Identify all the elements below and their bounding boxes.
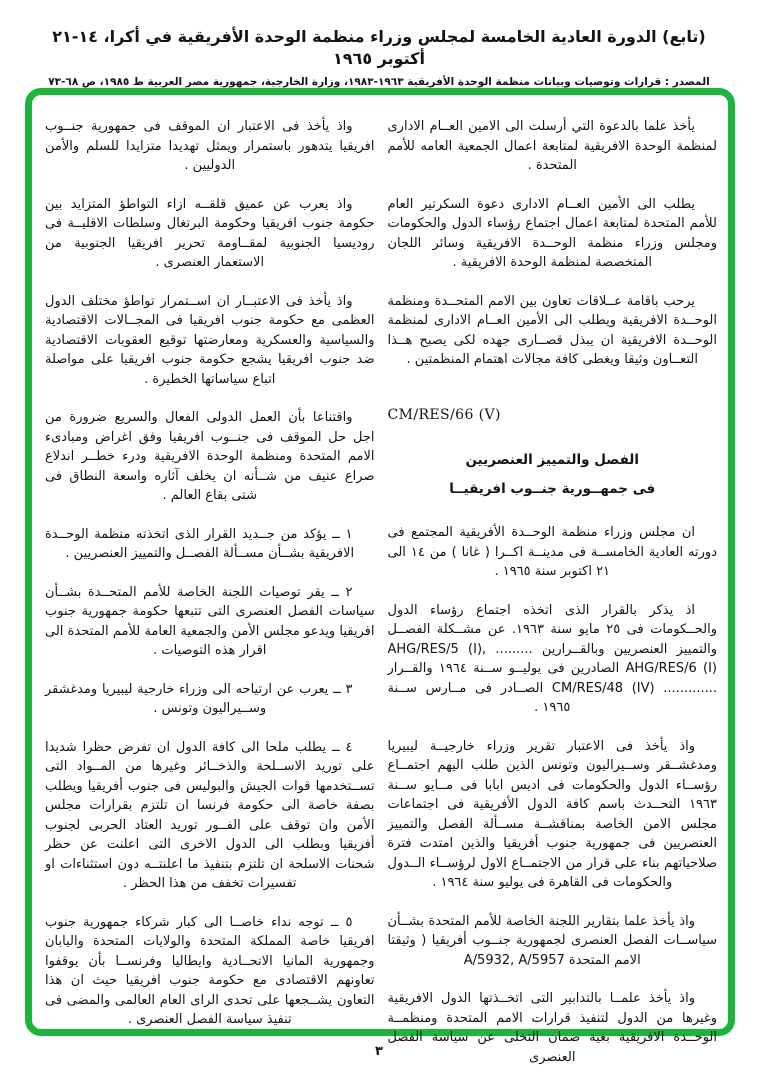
paragraph: واذ يأخذ فى الاعتبار تقرير وزراء خارجيــة ليبيريا ومدغشــقر وســيراليون وتونس الذين طلب اليهم اجتمــاع رؤســاء الدول والحكومات فى اديس ابابا فى مــايو ســنة ١٩٦٣ التحــدث باسم كافة الدول الأفريقية فى اجتماعات مجلس الامن الخاصة بمناقشــة مســألة الفصل والتمييز العنصريين فى جمهورية جنوب أفريقيا والذين امتدت فترة صلاحياتهم بناء على قرار من الاجتمــاع الاول لرؤســاء الــدول والحكومات فى القاهرة فى يوليو سنة ١٩٦٤ . <box>387 738 717 890</box>
numbered-item-4: ٤ ــ يطلب ملحا الى كافة الدول ان تفرض حظرا شديدا على توريد الاســلحة والذخــائر وغيرها من المــواد التى تســتخدمها قوات الجيش والبوليس فى جنوب أفريقيا ويطلب بصفة خاصة الى حكومة فرنسا ان تلتزم بقرارات مجلس الأمن وان توقف على الفــور توريد العتاد الحربى لجنوب أفريقيا وبطلب الى الدول الاخرى التى اعلنت عن حظر شحنات الاسلحة ان تلتزم بتنفيذ ما اعلنتــه دون استثناءات او تفسيرات تخفف من هذا الحظر . <box>45 739 375 891</box>
source-line: المصدر : قرارات وتوصيات وبيانات منظمة الوحدة الأفريقية ١٩٦٣-١٩٨٣، وزارة الخارجية، جمهورية مصر العربية ط ١٩٨٥، ص ٦٨-٧٣ <box>48 76 710 88</box>
column-right <box>387 117 718 1065</box>
paragraph: واذ يأخذ فى الاعتبــار ان اســتمرار تواطؤ مختلف الدول العظمى مع حكومة جنوب افريقيا فى المجــالات الاقتصادية والسياسية والعسكرية ومعارضتها توقيع العقوبات الاقتصادية ضد جنوب افريقيا يشجع حكومة جنوب افريقيا على مواصلة اتباع سياساتها الخطيرة . <box>45 293 375 387</box>
paragraph: يأخذ علما بالدعوة التي أرسلت الى الامين العــام الادارى لمنظمة الوحدة الافريقية لمتابعة اعمال الجمعية العامه للأمم المتحدة . <box>387 119 717 173</box>
numbered-item-1: ١ ــ يؤكد من جــديد القرار الذى اتخذته منظمة الوحــدة الافريقية بشــأن مســألة الفصــل والتمييز العنصريين . <box>45 526 355 561</box>
numbered-item-2: ٢ ــ يقر توصيات اللجنة الخاصة للأمم المتحــدة بشــأن سياسات الفصل العنصرى التى تتبعها حكومة جمهورية جنوب افريقيا ويدعو مجلس الأمن والجمعية العامة للأمم المتحدة الى اقرار هذه التوصيات . <box>45 584 375 658</box>
paragraph: يرحب باقامة عــلاقات تعاون بين الامم المتحــدة ومنظمة الوحــدة الافريقية ويطلب الى الأمين العــام الادارى لمنظمة الوحــدة الافريقية ان يبذل قصــارى جهده لكى يصبح هــذا التعــاون وثيقا ويغطى كافة مجالات اهتمام المنظمتين . <box>387 293 717 367</box>
paragraph: يطلب الى الأمين العــام الادارى دعوة السكرتير العام للأمم المتحدة لمتابعة اعمال اجتماع رؤساء الدول والحكومات ومجلس وزراء منظمة الوحــدة الافريقية وسائر اللجان المتخصصة لمنظمة الوحدة الافريقية . <box>387 196 717 270</box>
paragraph: واذ يأخذ علمــا بالتدابير التى اتخــذتها الدول الافريقية وغيرها من الدول لتنفيذ قرارات الامم المتحدة ومنظمــة الوحــدة الافريقية بغية ضمان التخلى عن سياسة الفصل العنصرى <box>387 991 717 1065</box>
numbered-item-5: ٥ ــ توجه نداء خاصــا الى كبار شركاء جمهورية جنوب افريقيا خاصة المملكة المتحدة والولايات المتحدة واليابان وجمهورية المانيا الاتحــادية وايطاليا وفرنســا بأن يوقفوا تعاونهم الاقتصادى مع حكومة جنوب افريقيا حيث ان هذا التعاون يشــجعها على تحدى الراى العام العالمى والمضى فى تنفيذ سياسة الفصل العنصرى . <box>45 914 375 1027</box>
two-column-layout <box>45 117 718 1065</box>
paragraph: واقتناعا بأن العمل الدولى الفعال والسريع ضرورة من اجل حل الموقف فى جنــوب افريقيا وفق اغراض ومبادىء الامم المتحدة ومنظمة الوحدة الافريقية ودرء خطــر اندلاع صراع عنيف من شــأنه ان يخلف آثاره واسعة النطاق فى شتى بقاع العالم . <box>45 410 375 503</box>
paragraph-with-refs: واذ يأخذ علما بتقارير اللجنة الخاصة للأمم المتحدة بشــأن سياســات الفصل العنصرى لجمهورية جنــوب أفريقيا ( وثيقتا الامم المتحدة A/5932, A/5957 <box>387 913 717 968</box>
paragraph: واذ يأخذ فى الاعتبار ان الموقف فى جمهورية جنــوب افريقيا يتدهور باستمرار ويمثل تهديدا متزايدا للسلم والأمن الدوليين . <box>45 119 375 173</box>
page-title: (تابع) الدورة العادية الخامسة لمجلس وزراء منظمة الوحدة الأفريقية في أكرا، ١٤-٢١ أكتوبر ١٩٦٥ <box>52 27 706 68</box>
column-left <box>45 117 375 1029</box>
paragraph-with-refs: اذ يذكر بالقرار الذى اتخذه اجتماع رؤساء الدول والحــكومات فى ٢٥ مايو سنة ١٩٦٣. عن مشــكلة الفصــل والتمييز العنصريين وبالقــرارين ......... AHG/RES/5 (I), AHG/RES/6 (I) الصادرين فى يوليــو ســنة ١٩٦٤ والقــرار ............. CM/RES/48 (IV) الصــادر فى مــارس ســنة ١٩٦٥ . <box>387 602 718 715</box>
document-header <box>0 0 758 90</box>
section-heading <box>388 451 718 499</box>
section-heading-line1: الفصل والتمييز العنصريين <box>465 452 639 468</box>
page-number: ٣ <box>375 1044 383 1059</box>
paragraph: واذ يعرب عن عميق قلقــه ازاء التواطؤ المتزايد بين حكومة جنوب افريقيا وحكومة البرتغال وسلطات الاقليــة فى روديسيا الجنوبية لمقــاومة تحرير افريقيا الجنوبية من الاستعمار العنصرى . <box>45 196 375 270</box>
resolution-ref: CM/RES/66 (V) <box>387 406 501 423</box>
section-heading-line2: فى جمهــورية جنــوب افريقيــا <box>449 480 656 497</box>
paragraph: ان مجلس وزراء منظمة الوحــدة الأفريقية المجتمع فى دورته العادية الخامســة فى مدينــة اكــرا ( غانا ) من ١٤ الى ٢١ اكتوبر سنة ١٩٦٥ . <box>387 525 717 579</box>
numbered-item-3: ٣ ــ يعرب عن ارتياحه الى وزراء خارجية ليبيريا ومدغشقر وســيراليون وتونس . <box>45 681 353 716</box>
document-frame <box>25 88 735 1065</box>
